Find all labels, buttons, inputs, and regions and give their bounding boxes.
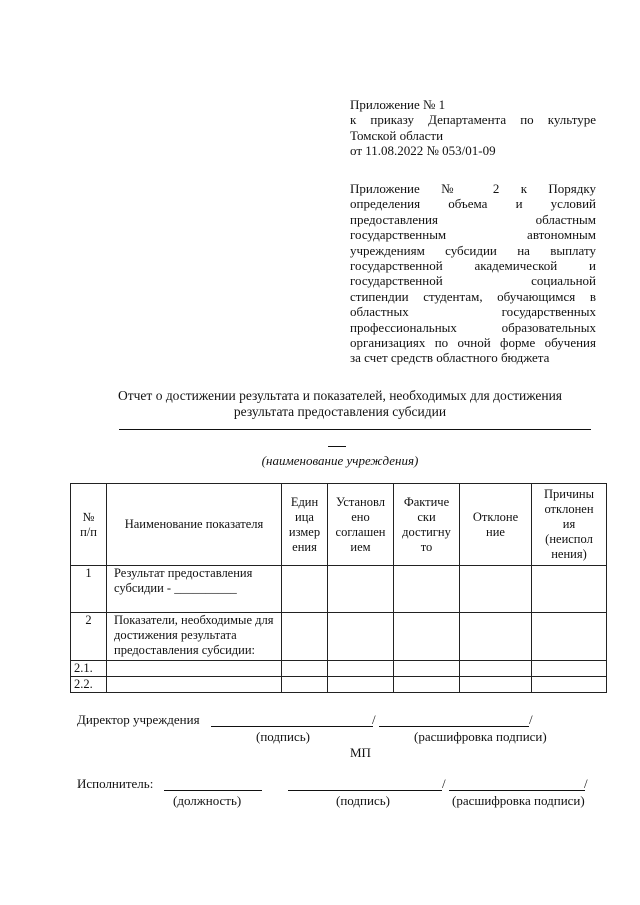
appendix-1-title: Приложение № 1	[350, 97, 446, 112]
row-actual-cell[interactable]	[394, 566, 460, 613]
header-actual: Фактиче ски достигну то	[394, 484, 460, 566]
row-num: 2.2.	[71, 677, 107, 693]
appendix-2-line: областных государственных	[350, 304, 596, 320]
appendix-2-line: государственной социальной	[350, 273, 596, 289]
table-header-row	[71, 484, 607, 566]
row-name[interactable]	[107, 677, 282, 693]
appendix-2-line: учреждениям субсидии на выплату	[350, 242, 596, 258]
row-actual-cell[interactable]	[394, 613, 460, 661]
slash: /	[372, 712, 376, 727]
institution-caption: (наименование учреждения)	[261, 453, 419, 468]
appendix-2-line: Приложение № 2 к Порядку	[350, 181, 596, 196]
decoding-caption: (расшифровка подписи)	[414, 729, 547, 744]
position-caption: (должность)	[173, 793, 242, 808]
table-row	[71, 661, 607, 677]
executor-decoding-line[interactable]	[449, 790, 585, 791]
row-actual-cell[interactable]	[394, 677, 460, 693]
row-num: 1	[71, 566, 107, 613]
row-reasons-cell[interactable]	[532, 566, 607, 613]
header-num: № п/п	[71, 484, 107, 566]
institution-name-line-end	[328, 446, 346, 447]
executor-signature-line[interactable]	[288, 790, 442, 791]
header-deviation: Отклоне ние	[460, 484, 532, 566]
row-name: Показатели, необходимые для достижения результата предоставления субсидии:	[107, 613, 282, 661]
row-reasons-cell[interactable]	[532, 661, 607, 677]
row-unit-cell[interactable]	[282, 661, 328, 677]
header-name: Наименование показателя	[107, 484, 282, 566]
signature-caption: (подпись)	[256, 729, 310, 744]
row-actual-cell[interactable]	[394, 661, 460, 677]
table-row	[71, 613, 607, 661]
appendix-2-line: стипендии студентам, обучающимся в	[350, 288, 596, 304]
appendix-2-line: предоставления областным	[350, 211, 596, 227]
header-unit: Един ица измер ения	[282, 484, 328, 566]
row-num: 2	[71, 613, 107, 661]
executor-position-line[interactable]	[164, 790, 262, 791]
row-unit-cell[interactable]	[282, 613, 328, 661]
slash: /	[584, 776, 588, 791]
appendix-2-line: профессиональных образовательных	[350, 319, 596, 335]
row-set-cell[interactable]	[328, 661, 394, 677]
row-unit-cell[interactable]	[282, 566, 328, 613]
appendix-2-block	[350, 181, 596, 366]
row-set-cell[interactable]	[328, 566, 394, 613]
table-row	[71, 677, 607, 693]
director-signature-line[interactable]	[211, 726, 373, 727]
signature-caption: (подпись)	[336, 793, 390, 808]
appendix-2-line: государственным автономным	[350, 227, 596, 243]
row-reasons-cell[interactable]	[532, 613, 607, 661]
appendix-1-date: от 11.08.2022 № 053/01-09	[350, 143, 496, 159]
row-set-cell[interactable]	[328, 677, 394, 693]
director-decoding-line[interactable]	[379, 726, 529, 727]
institution-name-line[interactable]	[119, 429, 591, 430]
row-name: Результат предоставления субсидии - __________	[107, 566, 282, 613]
row-num: 2.1.	[71, 661, 107, 677]
slash: /	[529, 712, 533, 727]
report-title	[70, 388, 610, 420]
row-reasons-cell[interactable]	[532, 677, 607, 693]
appendix-1-block	[350, 97, 596, 159]
row-set-cell[interactable]	[328, 613, 394, 661]
table-row	[71, 566, 607, 613]
report-title-line: Отчет о достижении результата и показателей, необходимых для достижения	[117, 388, 563, 403]
appendix-2-line: организациях по очной форме обучения	[350, 335, 596, 351]
director-label: Директор учреждения	[77, 712, 200, 727]
appendix-2-line: определения объема и условий	[350, 196, 596, 212]
slash: /	[442, 776, 446, 791]
appendix-1-line: к приказу Департамента по культуре	[350, 112, 596, 128]
row-deviation-cell[interactable]	[460, 566, 532, 613]
appendix-1-line: Томской области	[350, 127, 444, 143]
indicators-table	[70, 483, 607, 693]
executor-label: Исполнитель:	[77, 776, 154, 791]
row-name[interactable]	[107, 661, 282, 677]
row-deviation-cell[interactable]	[460, 677, 532, 693]
appendix-2-line: государственной академической и	[350, 258, 596, 274]
row-unit-cell[interactable]	[282, 677, 328, 693]
header-reasons: Причины отклонен ия (неиспол нения)	[532, 484, 607, 566]
header-set: Установл ено соглашен ием	[328, 484, 394, 566]
report-title-line: результата предоставления субсидии	[233, 404, 447, 419]
row-deviation-cell[interactable]	[460, 613, 532, 661]
decoding-caption: (расшифровка подписи)	[452, 793, 585, 808]
seal-label: МП	[350, 745, 371, 760]
appendix-2-line: за счет средств областного бюджета	[350, 350, 550, 366]
row-deviation-cell[interactable]	[460, 661, 532, 677]
